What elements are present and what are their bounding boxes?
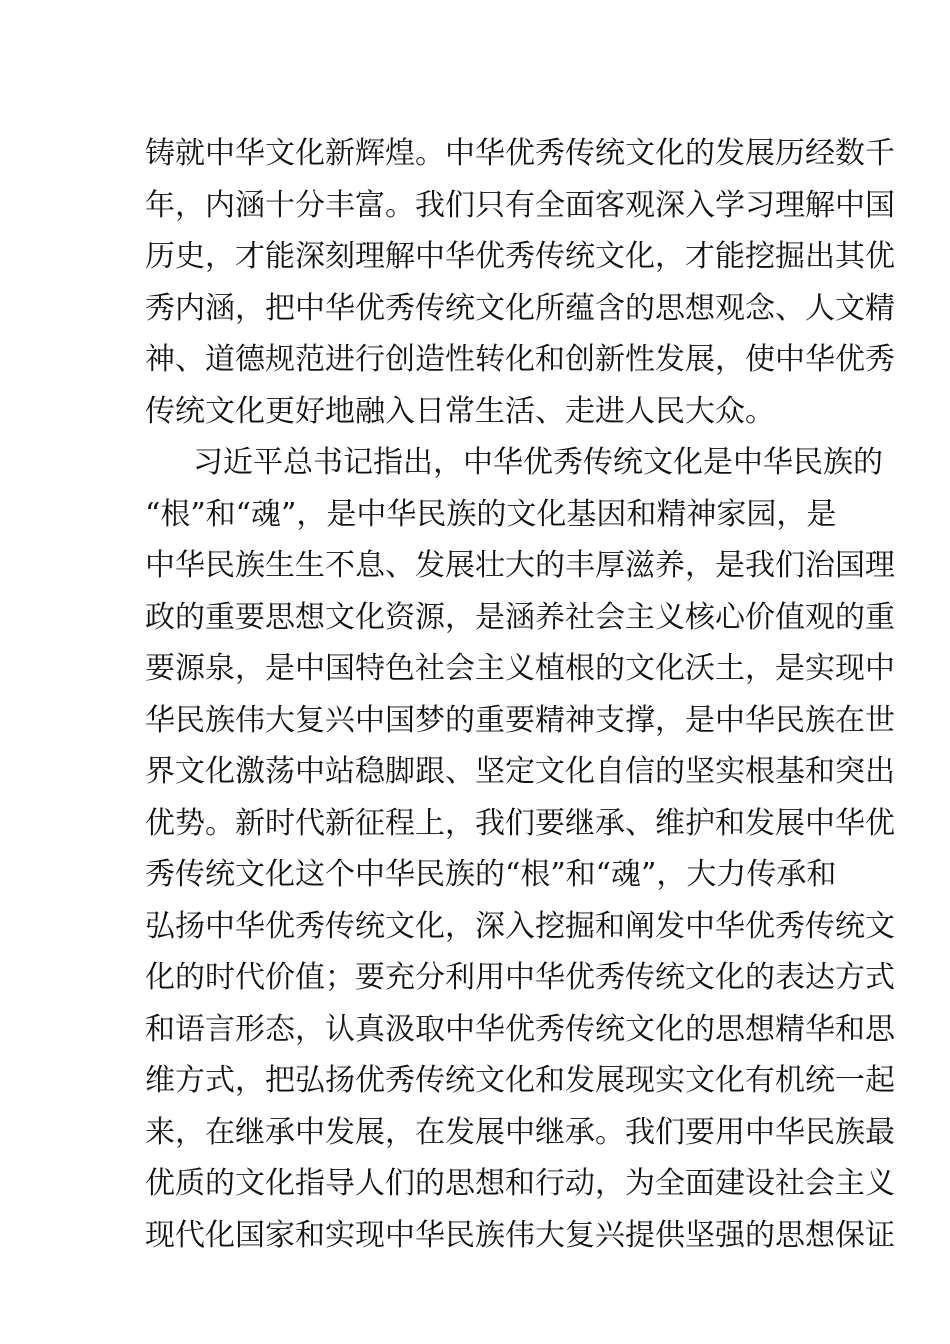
text-line: 秀内涵，把中华优秀传统文化所蕴含的思想观念、人文精 <box>145 290 895 326</box>
text-line: 维方式，把弘扬优秀传统文化和发展现实文化有机统一起 <box>145 1063 895 1098</box>
text-line: 现代化国家和实现中华民族伟大复兴提供坚强的思想保证 <box>145 1217 895 1253</box>
text-line: 中华民族生生不息、发展壮大的丰厚滋养，是我们治国理 <box>145 548 895 583</box>
text-line: 铸就中华文化新辉煌。中华优秀传统文化的发展历经数千 <box>145 136 895 171</box>
text-line: 年，内涵十分丰富。我们只有全面客观深入学习理解中国 <box>145 187 895 223</box>
text-line: 优质的文化指导人们的思想和行动，为全面建设社会主义 <box>145 1166 895 1201</box>
text-line: “根”和“魂”，是中华民族的文化基因和精神家园，是 <box>145 496 837 532</box>
text-line: 界文化激荡中站稳脚跟、坚定文化自信的坚实根基和突出 <box>145 754 895 789</box>
text-line: 秀传统文化这个中华民族的“根”和“魂”，大力传承和 <box>145 857 837 892</box>
text-line: 和语言形态，认真汲取中华优秀传统文化的思想精华和思 <box>145 1011 895 1047</box>
text-line: 传统文化更好地融入日常生活、走进人民大众。 <box>145 393 775 429</box>
document-body <box>145 128 895 1261</box>
text-line: 历史，才能深刻理解中华优秀传统文化，才能挖掘出其优 <box>145 239 895 274</box>
text-line: 华民族伟大复兴中国梦的重要精神支撑，是中华民族在世 <box>145 702 895 738</box>
text-line: 神、道德规范进行创造性转化和创新性发展，使中华优秀 <box>145 342 895 377</box>
text-line: 要源泉，是中国特色社会主义植根的文化沃土，是实现中 <box>145 651 895 686</box>
text-line: 来，在继承中发展，在发展中继承。我们要用中华民族最 <box>145 1114 895 1150</box>
text-line: 弘扬中华优秀传统文化，深入挖掘和阐发中华优秀传统文 <box>145 908 895 944</box>
text-line: 化的时代价值；要充分利用中华优秀传统文化的表达方式 <box>145 960 895 995</box>
text-line: 习近平总书记指出，中华优秀传统文化是中华民族的 <box>193 445 883 480</box>
text-line: 政的重要思想文化资源，是涵养社会主义核心价值观的重 <box>145 599 895 635</box>
text-line: 优势。新时代新征程上，我们要继承、维护和发展中华优 <box>145 805 895 841</box>
